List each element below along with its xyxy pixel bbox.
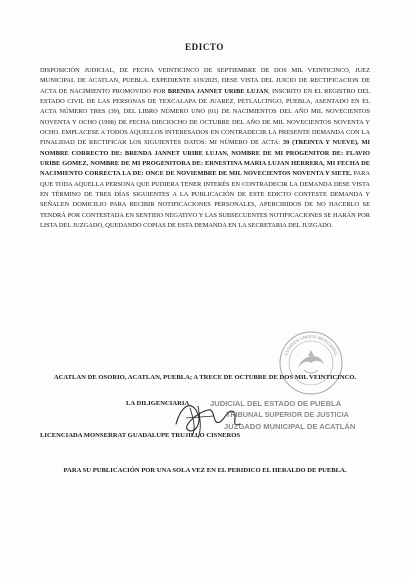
edict-body [40, 66, 370, 232]
body-bold-segment: 39 (TREINTA Y NUEVE), MI NOMBRE CORRECTO DE: BRENDA JANNET URIBE LUJAN, NOMBRE DE MI PROGENITOR DE: FLAVIO URIBE GOMEZ, NOMBRE DE MI PROGENITORA DE: ERNESTINA MARIA LUJAN HERRERA, MI FECHA DE NACIMIENTO CORRECTA LA DE: ONCE DE NOVIEMBRE DE MIL NOVECIENTOS NOVENTA Y SIETE. [40, 139, 370, 178]
diligenciaria-label: LA DILIGENCIARIA [126, 400, 190, 407]
place-and-date: ACATLAN DE OSORIO, ACATLAN, PUEBLA; A TRECE DE OCTUBRE DE DOS MIL VEINTICINCO. [53, 374, 357, 381]
stamp-line-2: TRIBUNAL SUPERIOR DE JUSTICIA [226, 410, 349, 419]
signer-name: LICENCIADA MONSERRAT GUADALUPE TRUJILLO CISNEROS [40, 432, 241, 439]
body-segment: PARA QUE TODA AQUELLA PERSONA QUE PUDIERA TENER INTERÉS EN CONTRADECIR LA DEMANDA DESE VISTA EN TÉRMINO DE TRES DÍAS SIGUIENTES A LA PUBLICACIÓN DE ESTE EDICTO CONTESTE DEMANDA Y SEÑALEN DOMICILIO PARA RECIBIR NOTIFICACIONES PERSONALES, APERCIBIDOS DE NO HACERLO SE TENDRÁ POR CONTESTADA EN SENTIDO NEGATIVO Y LAS SUBSECUENTES NOTIFICACIONES SE HARÁN POR LISTA DEL JUZGADO, QUEDANDO COPIAS DE ESTA DEMANDA EN LA SECRETARIA DEL JUZGADO. [40, 170, 370, 230]
stamp-line-1: JUDICIAL DEL ESTADO DE PUEBLA [210, 399, 342, 408]
body-segment: DISPOSICIÓN JUDICIAL, DE FECHA VEINTICINCO DE SEPTIEMBRE DE DOS MIL VEINTICINCO, JUEZ MUNICIPAL DE ACATLAN, PUEBLA. EXPEDIENTE 619/2025, DESE VISTA DEL JUICIO DE RECTIFICACION DE ACTA DE NACIMIENTO PROMOVIDO POR [40, 67, 370, 95]
document-title: EDICTO [185, 42, 224, 52]
body-bold-segment: BRENDA JANNET URIBE LUJAN [167, 87, 269, 95]
official-seal-icon [278, 330, 344, 396]
seal-text: ESTADOS UNIDOS MEXICANOS [283, 333, 339, 357]
publication-note: PARA SU PUBLICACIÓN POR UNA SOLA VEZ EN EL PERIDICO EL HERALDO DE PUEBLA. [63, 467, 347, 474]
stamp-line-3: JUZGADO MUNICIPAL DE ACATLÁN [224, 422, 356, 431]
body-segment: , INSCRITO EN EL REGISTRO DEL ESTADO CIVIL DE LAS PERSONAS DE TEXCALAPA DE JUAREZ, PETLALCINGO, PUEBLA, ASENTADO EN EL ACTA NÚMERO TRES (39), DEL LIBRO NÚMERO UNO (01) DE NACIMIENTOS DEL AÑO MIL NOVECIENTOS NOVENTA Y OCHO (1998) DE FECHA DIECIOCHO DE OCTUBRE DEL AÑO DE MIL NOVECIENTOS NOVENTA Y OCHO. EMPLACESE A TODOS AQUELLOS INTERESADOS EN CONTRADECIR LA PRESENTE DEMANDA CON LA FINALIDAD DE RECTIFICAR LOS SIGUIENTES DATOS: MI NÚMERO DE ACTA: [40, 87, 371, 147]
